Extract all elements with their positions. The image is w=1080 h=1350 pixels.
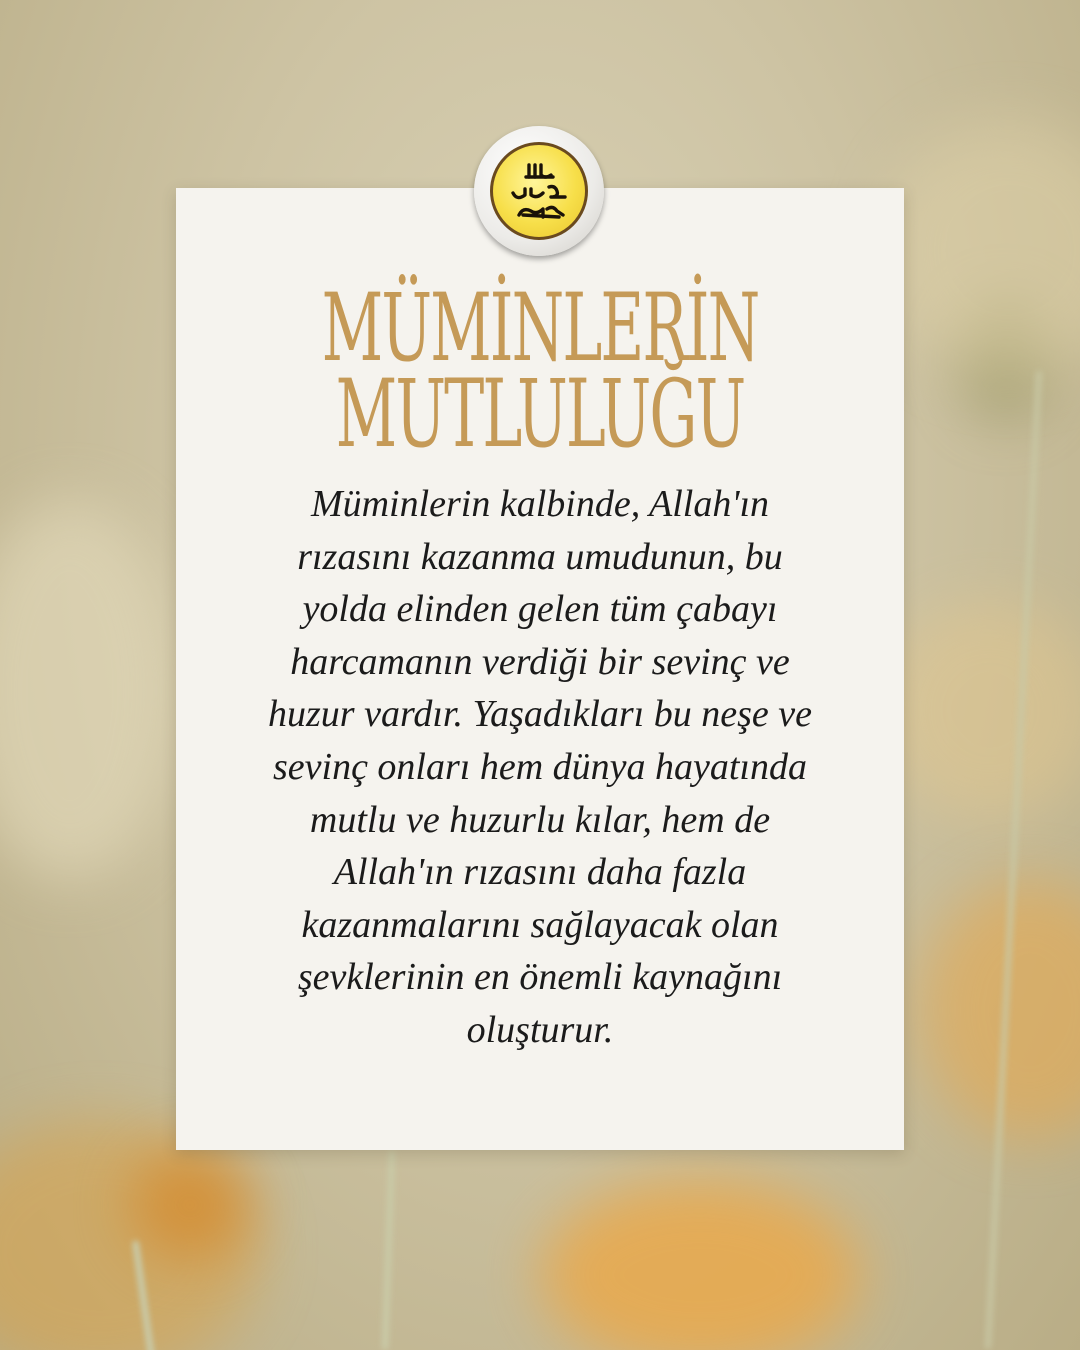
calligraphy-strokes-icon [493,145,585,237]
quote-line: harcamanın verdiği bir sevinç ve [290,640,790,683]
seal-center [490,142,588,240]
quote-line: yolda elinden gelen tüm çabayı [302,588,778,631]
quote-line: oluşturur. [466,1008,614,1051]
quote-body [220,478,860,1057]
quote-line: mutlu ve huzurlu kılar, hem de [309,798,771,841]
quote-line: Allah'ın rızasını daha fazla [333,851,747,894]
quote-line: rızasını kazanma umudunun, bu [297,535,783,578]
quote-line: Müminlerin kalbinde, Allah'ın [310,483,770,525]
title-line-2: MUTLULUĞU [335,360,745,469]
quote-line: sevinç onları hem dünya hayatında [272,745,807,788]
quote-line: şevklerinin en önemli kaynağını [297,956,783,999]
quote-line: huzur vardır. Yaşadıkları bu neşe ve [268,693,812,736]
calligraphy-seal-icon [474,126,604,256]
title-line-1: MÜMİNLERİN [321,274,759,383]
quote-line: kazanmalarını sağlayacak olan [301,903,779,946]
